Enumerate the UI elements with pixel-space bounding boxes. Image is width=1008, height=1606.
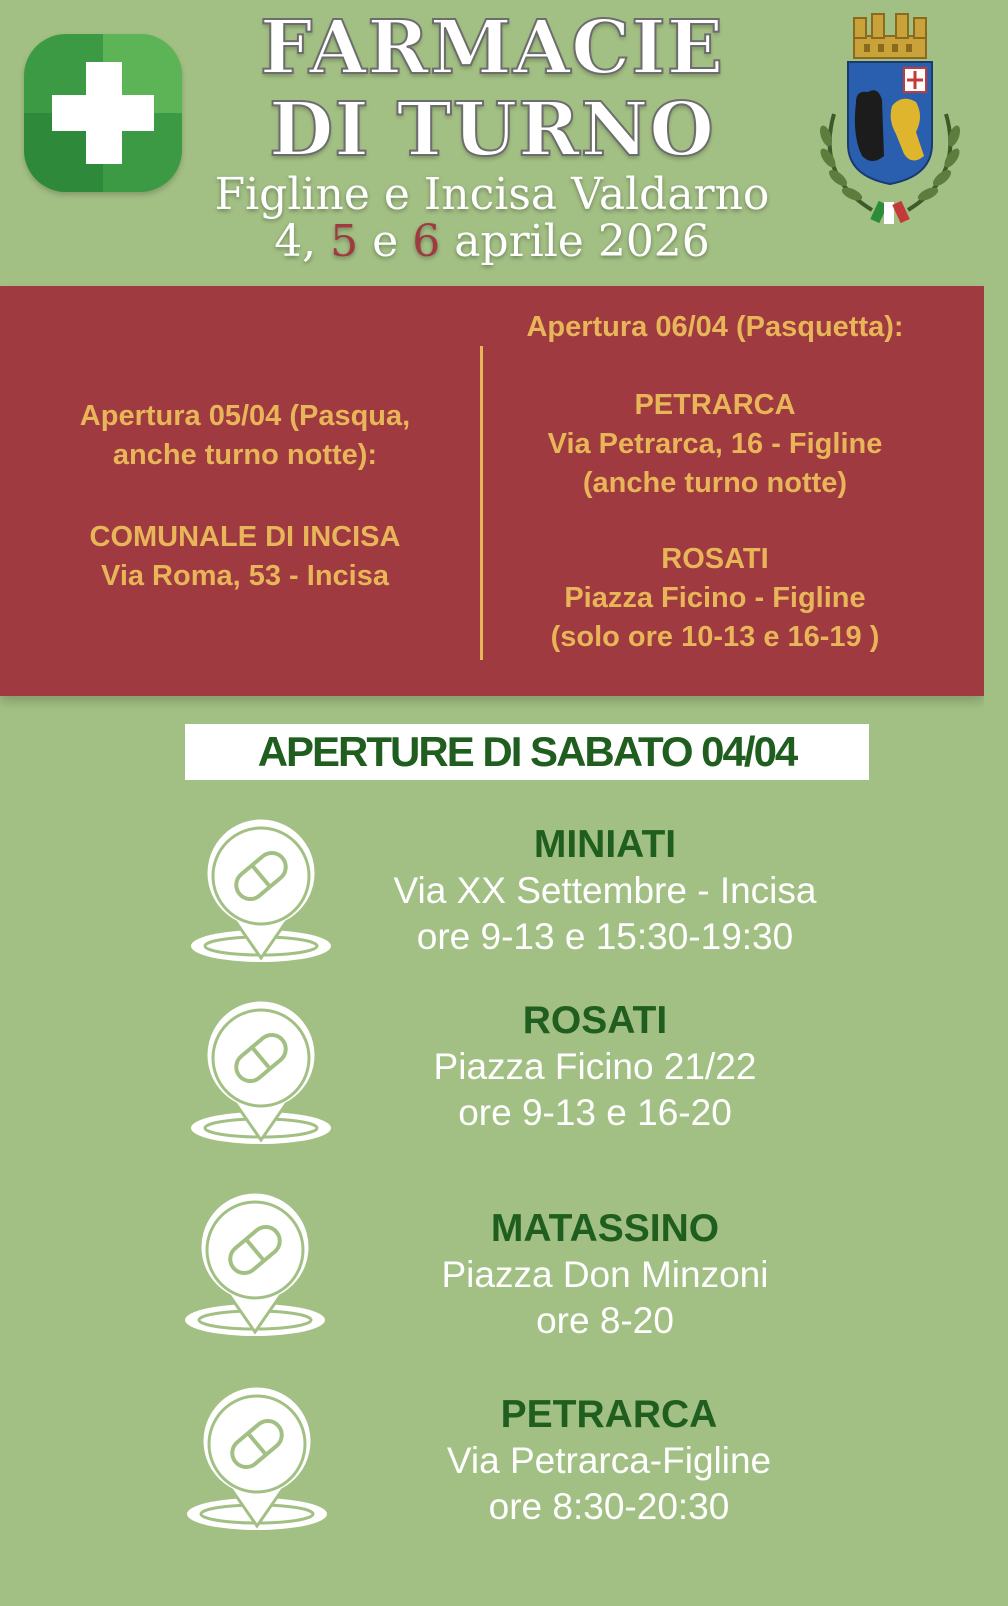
pill-location-pin-icon	[186, 818, 336, 968]
pasquetta-p2-note: (solo ore 10-13 e 16-19 )	[550, 621, 880, 653]
band-divider	[480, 346, 483, 660]
pharmacy-hours: ore 8:30-20:30	[488, 1486, 730, 1527]
date-rest: aprile 2026	[454, 216, 710, 267]
easter-pharmacy-address: Via Roma, 53 - Incisa	[101, 560, 389, 592]
pharmacy-hours: ore 8-20	[536, 1300, 674, 1341]
pill-location-pin-icon	[186, 1000, 336, 1150]
pasquetta-p1-address: Via Petrarca, 16 - Figline	[547, 428, 883, 460]
pharmacy-hours: ore 9-13 e 16-20	[458, 1092, 732, 1133]
pasquetta-heading: Apertura 06/04 (Pasquetta):	[526, 311, 904, 343]
pharmacy-address: Via XX Settembre - Incisa	[393, 870, 817, 911]
date-conj: e	[372, 216, 399, 267]
pharmacy-address: Via Petrarca-Figline	[446, 1440, 772, 1481]
pharmacy-address: Piazza Ficino 21/22	[433, 1046, 757, 1087]
pharmacy-name: PETRARCA	[500, 1393, 718, 1436]
saturday-item-matassino	[340, 1206, 870, 1344]
pharmacy-hours: ore 9-13 e 15:30-19:30	[416, 916, 794, 957]
easter-pharmacy-name: COMUNALE DI INCISA	[89, 521, 401, 553]
pharmacy-name: MINIATI	[533, 823, 677, 866]
pasquetta-pharmacy-2	[500, 540, 930, 657]
pill-location-pin-icon	[180, 1192, 330, 1342]
pasquetta-p1-note: (anche turno notte)	[582, 467, 848, 499]
date-5: 5	[330, 216, 359, 267]
easter-heading-line2: anche turno notte):	[112, 439, 378, 471]
date-4: 4,	[274, 216, 317, 267]
subtitle: Figline e Incisa Valdarno	[214, 169, 770, 220]
pill-location-pin-icon	[182, 1386, 332, 1536]
pharmacy-name: ROSATI	[522, 999, 668, 1042]
municipal-coat-of-arms-icon	[812, 6, 968, 238]
saturday-item-petrarca	[344, 1392, 874, 1530]
saturday-item-miniati	[340, 822, 870, 960]
pasquetta-p2-name: ROSATI	[661, 543, 769, 575]
date-6: 6	[412, 216, 441, 267]
pharmacy-name: MATASSINO	[490, 1207, 720, 1250]
pasquetta-pharmacy-1	[500, 386, 930, 503]
pasquetta-p1-name: PETRARCA	[634, 389, 796, 421]
saturday-item-rosati	[330, 998, 860, 1136]
easter-opening	[40, 397, 450, 596]
title-line1: FARMACIE	[259, 5, 725, 91]
easter-heading-line1: Apertura 05/04 (Pasqua,	[79, 400, 411, 432]
pasquetta-p2-address: Piazza Ficino - Figline	[564, 582, 866, 614]
pharmacy-address: Piazza Don Minzoni	[441, 1254, 769, 1295]
saturday-title: APERTURE DI SABATO 04/04	[257, 728, 797, 775]
title-line2: DI TURNO	[269, 87, 715, 173]
